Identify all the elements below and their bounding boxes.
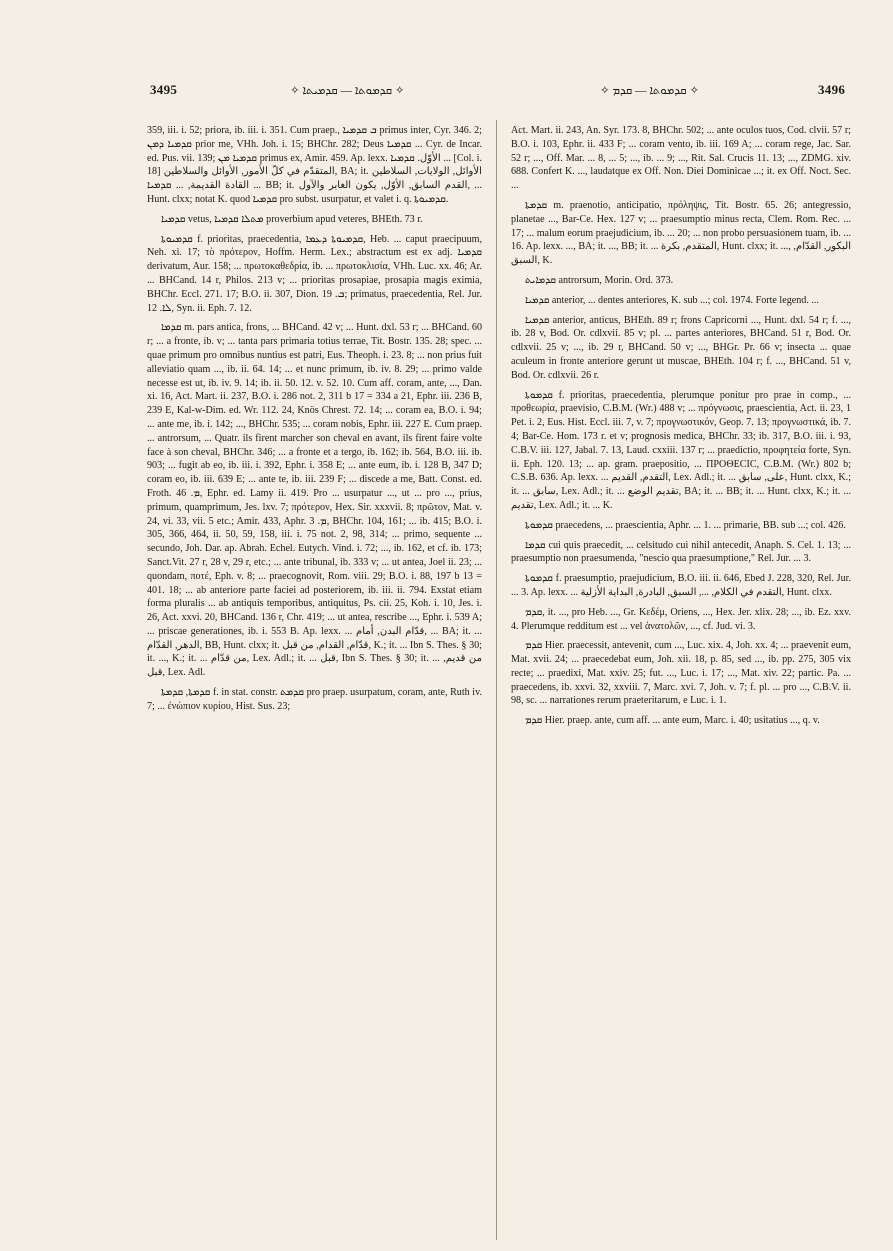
dictionary-entry: ܩܕܡܝܐ vetus, ܡܬܠܐ ܩܕܡܝܐ proverbium apud veteres, BHEth. 73 r. — [161, 213, 423, 225]
left-running-headword: ✧ ܩܕܡܘܬܐ — ܩܕܡܝܬܐ ✧ — [290, 85, 405, 97]
dictionary-entry: ܩܕܡ Hier. praep. ante, cum aff. ... ante eum, Marc. i. 40; usitatius ..., q. v. — [525, 715, 820, 727]
dictionary-entry: ܩܕܡܐ m. pars antica, frons, ... BHCand. 42 v; ... Hunt. dxl. 53 r; ... BHCand. 60 r; ... a fronte, ib. v; ... tanta pars primaria totius terrae, Tit. Bostr. 135. 28; spec. ... quae primum pro omnibus nuntius est patri, Eus. Theoph. i. 23. 8; ... non prius fuit alleviatio quam ..., ib. ii. 64. 14; ... et nunc primum, ib. iv. 8. 29; ... primo valde necesse est ut, ib. iv. 9. 14; ib. ii. 50. 12. v. 52. 10. Cum aff. coram, ante, ..., Dan. xi. 16, Act. Mart. ii. 237, B.O. i. 286 not. 2, 311 b 17 = 334 a 21, Ephr. iii. 236 B, 239 E, Kal-w-Dim. ed. Wr. 112. 24, Knös Chrest. 72. 14; ... coram ea, B.O. i. 94; ... ante me, ib. i. 142; ..., BHChr. 535; ... coram nobis, Ephr. iii. 227 E. Cum praep. ... antrorsum, ... Quatr. ils firent marcher son cheval en avant, ils firent faire volte face à son cheval, BHChr. 346; ... a fronte et a tergo, ib. 162; ib. 564, B.O. iii. ib. 903; ... fugit ab eo, ib. iii. i. 392, Ephr. i. 358 E; ... ante eum, ib. i. 128 B, 347 D; coram eo, ib. iii. 639 E; ... ante te, ib. iii. 239 F; ... discede a me, Batt. Const. ed. Froth. ܡ. 46, Ephr. ed. Lamy ii. 419. Pro ... usurpatur ..., ut ... pro ..., prius, primum, quamprimum, Jes. lxv. 7; πρότερον, Hex. Sir. xxxvii. 8; πρῶτον, Mat. v. 24, vi. 33, vii. 5 etc.; Amir. 433, Aphr. ܡ. 3, BHChr. 104, 161; ... ib. 415; B.O. i. 305, 366, 464, ii. 50, 59, 158, iii. i. 75 not. 2, 98, 314; ... primo, sequente ... secundo, Joh. Dar. ap. Abrah. Echel. Eutych. Vind. i. 72; ..., ib. 162, et cf. ib. 173; Sanct.Vit. 27 r, 28 v, 29 r, etc.; ... ante tribunal, ib. 333 v; ... ut antea, Joel ii. 23; ... quondam, ποτέ, Eph. v. 8; ... praecognovit, Rom. viii. 29; B.O. i. 88, 197 b 13 = 401. 18; ... ab anteriore parte faciei ad posteriorem, ib. iii. ii. 794. Exstat etiam forma pluralis ... ab antiquis temporibus, antiquitus, Ps. cii. 25, Koh. i. 10, Jes. i. 26, Act. xxvi. 20, BHCand. 136 r, Chr. 419; ... ut antea, rescribe ..., Ephr. i. 539 A; ... priscae generationes, ib. i. 553 B. Ap. lexx. ... قدّام البدن, أمام, ... BA; it. ... الدهر, القدّام, BB, Hunt. clxx; it. قدّام, القدام, من قبل, K.; it. ... Ibn S. Thes. § 30; it. ..., K.; it. ... من قدّام, Lex. Adl.; it. ... قبل, Ibn S. Thes. § 30; it. ... من قديم, قبل, Lex. Adl. — [147, 322, 482, 679]
dictionary-entry: ܩܕܡܘܬܐ f. prioritas, praecedentia, plerumque ponitur pro prae in comp., ... προθεωρία, praevisio, C.B.M. (Wr.) 488 v; ... πρόγνωσις, praescientia, Act. ii. 23, 1 Pet. i. 2, Eus. Hist. Eccl. iii. 7, v. 7; προγνωστικόν, Geop. 7. 13; προγνωστικά, ib. 7. 4; Bar-Ce. Hom. 173 r. et v; prognosis medica, BHChr. 33; ib. 317, B.O. iii. i. 93, C.B.V. iii. 127, Jabal. 7. 13, Laud. cxxiii. 137 r; ... praedictio, προφητεία forte, Syn. ii. Eph. 120. 13; ... ap. gram. praepositio, ... ΠΡΟΘΕCIC, C.B.M. (Wr.) 802 b; C.S.B. 636. Ap. lexx. ... التقدم, القديم, Lex. Adl.; it. ... على, سابق, Hunt. clxx, K.; it. ... سابق, Lex. Adl.; it. ... تقديم الوضع, BA; it. ... BB; it. ... Hunt. clxx, K.; it. ... تقديم, Lex. Adl.; it. ... K. — [511, 389, 851, 511]
dictionary-entry: ܩܕܡܝܘܬܐ f. prioritas, praecedentia, ܩܕܡܝܘܬܐ ܕܥܡܐ, Heb. ... caput praecipuum, Neh. xi. 17; τὸ πρότερον, Hoffm. Herm. Lex.; abstractum est ex adj. ܩܕܡܝܐ derivatum, Aur. 158; ... πρωτοκαθεδρία, ib. ... πρωτοκλισία, VHh. Luc. xx. 46; Ar. ... BHCand. 14 r, Philos. 213 v; ... prioritas prosapiae, prosapia magis eximia, BHChr. Eccl. 271. 17; B.O. ii. 307, Dion. ܒ. 19; primatus, praecedentia, Rel. Jur. ܠܐ. 12, Syn. ii. Eph. 7. 12. — [147, 233, 482, 314]
left-page-number: 3495 — [150, 82, 178, 97]
dictionary-entry: ܩܕܡܝܐ anterior, anticus, BHEth. 89 r; frons Capricorni ..., Hunt. dxl. 54 r; f. ..., ib. 28 v, Bod. Or. cdlxvii. 85 v; pl. ... partes anteriores, BHCand. 51 r, Bod. Or. cdlxvii. 25 v; ..., ib. 29 r, BHCand. 50 v; ..., BHGr. Pr. 66 v; insecta ... quae aculeum in fronte anteriore gerunt ut muscae, BHEth. 104 r; f. ..., BHCand. 51 v, Bod. Or. cdlxvii. 26 r. — [511, 314, 851, 381]
dictionary-entry: Act. Mart. ii. 243, An. Syr. 173. 8, BHChr. 502; ... ante oculos tuos, Cod. clvii. 57 r; B.O. i. 103, Ephr. ii. 433 F; ... coram vento, ib. iii. 169 A; ... coram rege, Jac. Sar. 52 r; ..., Off. Mar. ... 8, ... 5; ..., ib. ... 9; ..., Rit. Sal. Crucis 11. 13; ..., ZDMG. xiv. 688. Confert K. ..., laudatque ex Off. Non. Diei Dominicae ...; it. ex Off. Noct. Sec. ... — [511, 125, 851, 192]
dictionary-entry: ܩܕܡܝܐ anterior, ... dentes anteriores, K. sub ...; col. 1974. Forte legend. ... — [525, 294, 819, 306]
left-text-column — [147, 124, 482, 720]
column-divider — [496, 120, 497, 1240]
dictionary-entry: ܩܕܡܘܬܐ praecedens, ... praescientia, Aphr. ... 1. ... primarie, BB. sub ...; col. 426. — [525, 519, 846, 531]
right-running-headword: ✧ ܩܕܡܘܬܐ — ܩܕܡ ✧ — [600, 85, 700, 97]
dictionary-entry: ܩܕܡܘܬܐ f. praesumptio, praejudicium, B.O. iii. ii. 646, Ebed J. 228, 320, Rel. Jur. ... 3. Ap. lexx. ... التقدم في الكلام, ..., السبق, البادرة, البداية الأزلية, Hunt. clxx. — [511, 573, 851, 598]
dictionary-entry: ܩܕܡܬܐ m. praenotio, anticipatio, πρόληψις, Tit. Bostr. 65. 26; antegressio, planetae ..., Bar-Ce. Hex. 127 v; ... praesumptio minus recta, Clem. Rom. Rec. ... 17; ... malum eorum praejudicium, ib. ... 20; ... non probo persuasionem tuam, ib. ... 16. Ap. lexx. ..., BA; it. ..., BB; it. ... المتقدم, بكرة, Hunt. clxx; it. ..., البكور, القدّام, السبق, K. — [511, 199, 851, 267]
right-page-number: 3496 — [818, 82, 846, 97]
dictionary-entry: ܩܕܡ, it. ..., pro Heb. ..., Gr. Κεδέμ, Oriens, ..., Hex. Jer. xlix. 28; ..., ib. Ez. xxv. 4. Plerumque redditum est ... vel ἀνατολῶν, ..., cf. Jud. vi. 3. — [511, 606, 851, 632]
dictionary-entry: ܩܕܡ Hier. praecessit, antevenit, cum ..., Luc. xix. 4, Joh. xx. 4; ... praevenit eum, Mat. xvii. 24; ... praecedebat eum, Joh. xii. 18, p. 85, sed ..., ib. pp. 275, 305 vix recte; ... praedixi, Mat. xxiv. 25; fut. ..., Luc. i. 17; ..., Mat. xiv. 22; partic. Pa. ... praecedens, ib. xxvi. 32, xxviii. 7, Marc. xvi. 7, Joh. v. 7; f. pl. ... pro ..., C.B.V. ii. 98, sc. ... narrationes rerum praeteritarum, e Luc. i. 1. — [511, 640, 851, 707]
dictionary-entry: ܩܕܡܬܐ, ܩܕܡܬܐ f. in stat. constr. ܩܕܡܬ pro praep. usurpatum, coram, ante, Ruth iv. 7; ... ἐνώπιον κυρίου, Hist. Sus. 23; — [147, 687, 482, 712]
right-text-column — [511, 124, 851, 734]
dictionary-entry: ܩܕܡܐ cui quis praecedit, ... celsitudo cui nihil antecedit, Anaph. S. Cel. 1. 13; ... praesumptio non praesumenda, "nescio qua praesumptione," Rel. Jur. ... 3. — [511, 539, 851, 565]
page-header — [0, 78, 893, 104]
dictionary-entry: ܩܕܡܐܝܬ antrorsum, Morin. Ord. 373. — [525, 274, 674, 286]
dictionary-entry: 359, iii. i. 52; priora, ib. iii. i. 351. Cum praep., ܒ ܩܕܡܝܐ primus inter, Cyr. 346. 2; ܩܕܡܝܐ ܕܡܢ prior me, VHh. Joh. i. 15; BHChr. 282; Deus ܩܕܡܝܐ ... Cyr. de Incar. ed. Pus. vii. 139; ܩܕܡܝܐ ܡܢ primus ex, Amir. 459. Ap. lexx. الأوّل. ܩܕܡܝܐ ... [Col. i. 18] المتقدّم في كلّ الأمور, الأوائل والسلاطين, BA; it. الأوائل, الولايات, السلاطين القادة القديمة, ... ܩܕܡܝܐ ... BB; it. القدم السابق, الأوّل, يكون الغابر والآول, ... Hunt. clxx; notat K. quod ܩܕܡܝܐ pro subst. usurpatur, et valet i. q. ܩܕܡܝܘܬܐ. — [147, 125, 482, 205]
